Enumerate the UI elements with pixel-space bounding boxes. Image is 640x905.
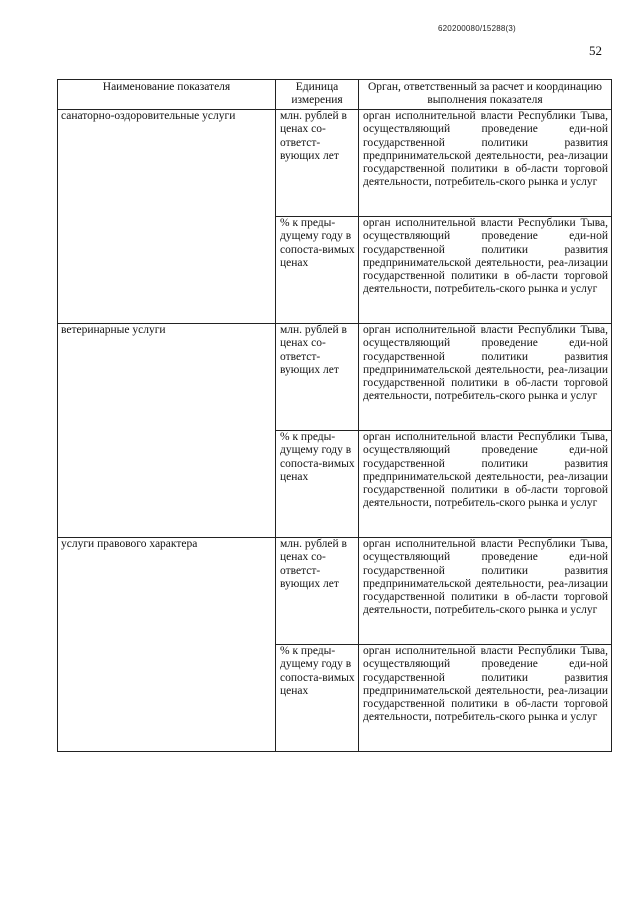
responsible-body-cell: орган исполнительной власти Республики Тыва, осуществляющий проведение еди-ной государственной политики развития предпринимательской деятельности, реа-лизации государственной политики в об-ласти торговой деятельности, потребитель-ского рынка и услуг xyxy=(359,538,612,645)
responsible-body-cell: орган исполнительной власти Республики Тыва, осуществляющий проведение еди-ной государственной политики развития предпринимательской деятельности, реа-лизации государственной политики в об-ласти торговой деятельности, потребитель-ского рынка и услуг xyxy=(359,324,612,431)
indicator-name: санаторно-оздоровительные услуги xyxy=(58,110,276,324)
table-row xyxy=(58,324,612,431)
indicators-table xyxy=(57,79,612,752)
responsible-body-cell: орган исполнительной власти Республики Тыва, осуществляющий проведение еди-ной государственной политики развития предпринимательской деятельности, реа-лизации государственной политики в об-ласти торговой деятельности, потребитель-ского рынка и услуг xyxy=(359,645,612,752)
table-header-row xyxy=(58,80,612,110)
table-row xyxy=(58,538,612,645)
indicator-name: ветеринарные услуги xyxy=(58,324,276,538)
unit-cell: млн. рублей в ценах со-ответст-вующих лет xyxy=(276,324,359,431)
header-responsible-body: Орган, ответственный за расчет и координацию выполнения показателя xyxy=(359,80,612,110)
header-unit: Единица измерения xyxy=(276,80,359,110)
responsible-body-cell: орган исполнительной власти Республики Тыва, осуществляющий проведение еди-ной государственной политики развития предпринимательской деятельности, реа-лизации государственной политики в об-ласти торговой деятельности, потребитель-ского рынка и услуг xyxy=(359,217,612,324)
document-code: 620200080/15288(3) xyxy=(438,24,516,33)
unit-cell: % к преды-дущему году в сопоста-вимых ценах xyxy=(276,645,359,752)
unit-cell: % к преды-дущему году в сопоста-вимых ценах xyxy=(276,431,359,538)
unit-cell: % к преды-дущему году в сопоста-вимых ценах xyxy=(276,217,359,324)
unit-cell: млн. рублей в ценах со-ответст-вующих лет xyxy=(276,538,359,645)
responsible-body-cell: орган исполнительной власти Республики Тыва, осуществляющий проведение еди-ной государственной политики развития предпринимательской деятельности, реа-лизации государственной политики в об-ласти торговой деятельности, потребитель-ского рынка и услуг xyxy=(359,431,612,538)
responsible-body-cell: орган исполнительной власти Республики Тыва, осуществляющий проведение еди-ной государственной политики развития предпринимательской деятельности, реа-лизации государственной политики в об-ласти торговой деятельности, потребитель-ского рынка и услуг xyxy=(359,110,612,217)
indicator-name: услуги правового характера xyxy=(58,538,276,752)
header-indicator-name: Наименование показателя xyxy=(58,80,276,110)
unit-cell: млн. рублей в ценах со-ответст-вующих лет xyxy=(276,110,359,217)
table-row xyxy=(58,110,612,217)
page-number: 52 xyxy=(589,43,602,58)
